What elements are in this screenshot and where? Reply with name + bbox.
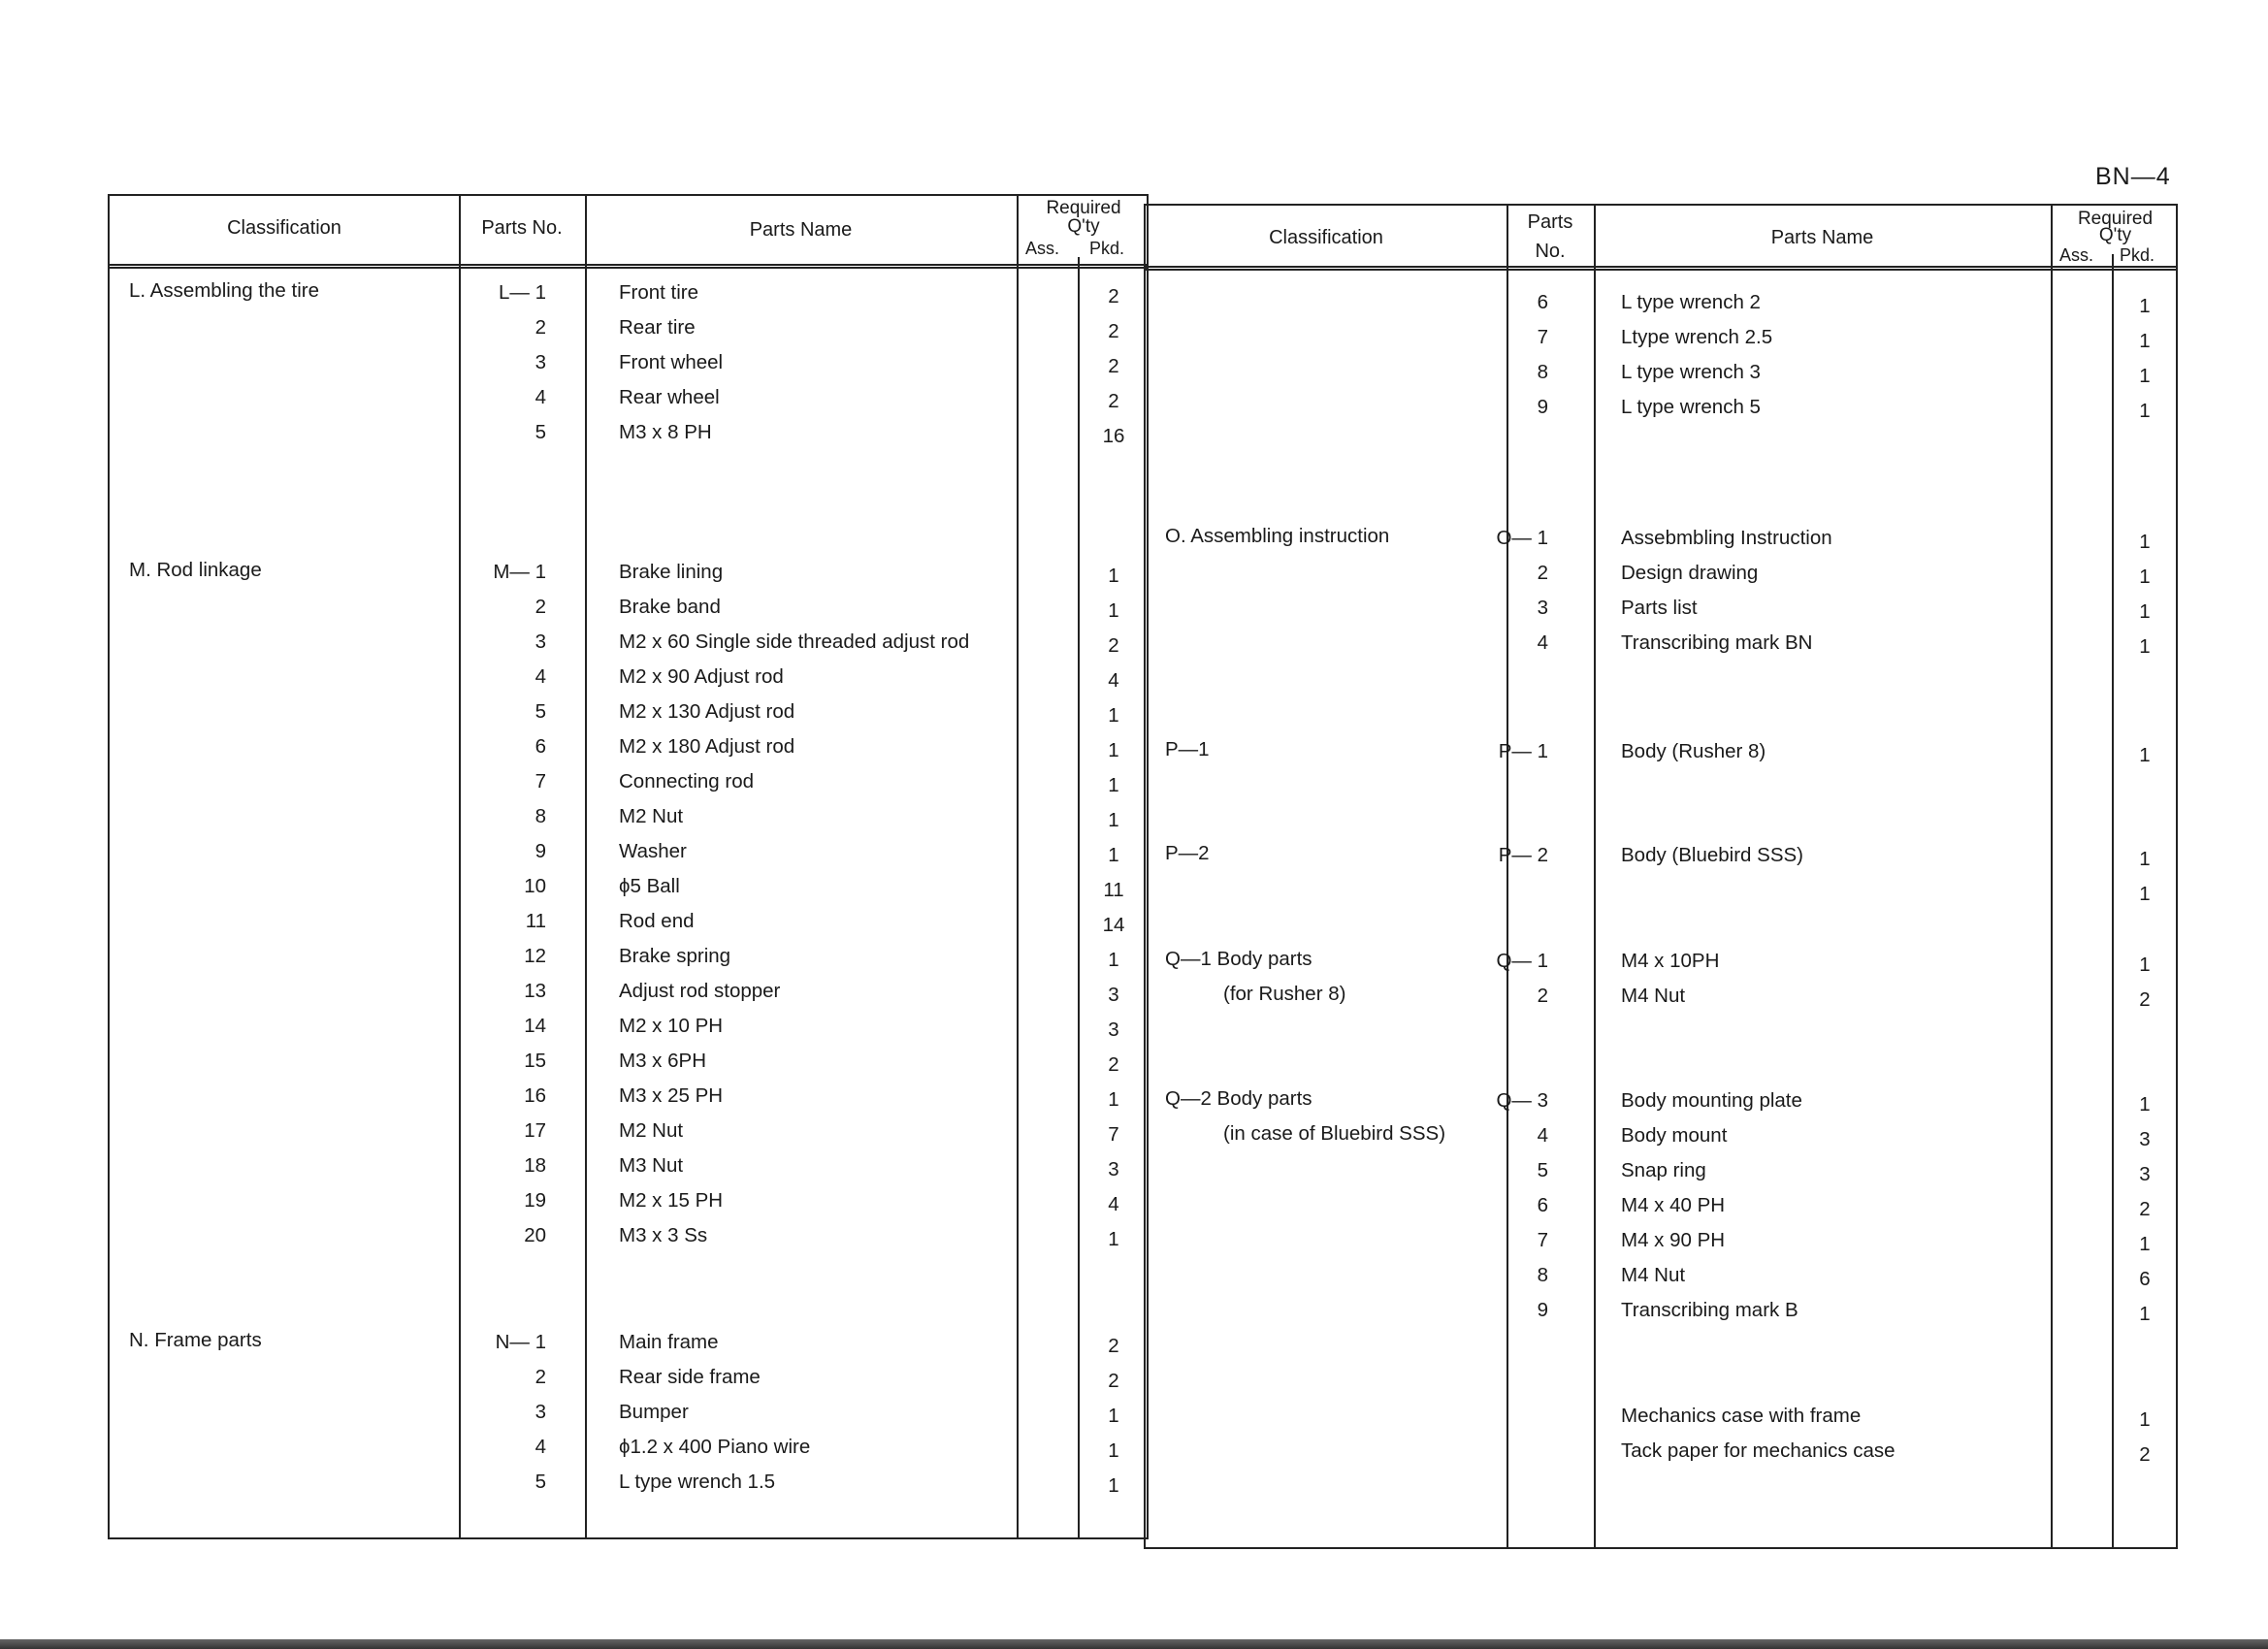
part-number: 3 bbox=[535, 630, 546, 653]
parts-table-right bbox=[1144, 204, 2178, 1549]
qty-packed: 2 bbox=[1108, 1335, 1119, 1357]
column-divider bbox=[585, 196, 587, 1537]
classification: Q—2 Body parts bbox=[1165, 1087, 1312, 1110]
part-number: 6 bbox=[1537, 1194, 1548, 1216]
qty-packed: 16 bbox=[1102, 425, 1125, 447]
part-number: Q— 3 bbox=[1496, 1089, 1548, 1112]
part-number: 10 bbox=[524, 875, 546, 897]
part-number: 8 bbox=[1537, 361, 1548, 383]
part-number: 2 bbox=[1537, 985, 1548, 1007]
part-name: Body mount bbox=[1621, 1124, 1728, 1147]
part-number: 9 bbox=[1537, 1299, 1548, 1321]
qty-packed: 1 bbox=[1108, 565, 1119, 587]
part-number: 2 bbox=[535, 1366, 546, 1388]
part-number: 2 bbox=[535, 316, 546, 339]
classification: O. Assembling instruction bbox=[1165, 525, 1390, 547]
part-number: 7 bbox=[1537, 1229, 1548, 1251]
part-name: Rear tire bbox=[619, 316, 696, 339]
qty-packed: 11 bbox=[1103, 879, 1124, 901]
part-number: 5 bbox=[535, 700, 546, 723]
part-number: 9 bbox=[1537, 396, 1548, 418]
qty-packed: 1 bbox=[2139, 295, 2151, 317]
parts-table-left bbox=[108, 194, 1149, 1539]
part-number: 11 bbox=[525, 910, 546, 932]
qty-packed: 1 bbox=[1108, 809, 1119, 831]
qty-packed: 2 bbox=[2139, 988, 2151, 1011]
header-required: Required bbox=[1046, 198, 1121, 218]
classification: P—2 bbox=[1165, 842, 1210, 864]
part-name: L type wrench 1.5 bbox=[619, 1471, 776, 1493]
part-number: 7 bbox=[535, 770, 546, 792]
part-name: L type wrench 5 bbox=[1621, 396, 1761, 418]
classification: M. Rod linkage bbox=[129, 559, 262, 581]
part-name: Front wheel bbox=[619, 351, 724, 373]
part-name: M4 Nut bbox=[1621, 1264, 1686, 1286]
qty-packed: 4 bbox=[1108, 669, 1119, 692]
part-number: 17 bbox=[524, 1119, 546, 1142]
part-number: O— 1 bbox=[1496, 527, 1548, 549]
qty-packed: 7 bbox=[1108, 1123, 1119, 1146]
part-name: M4 Nut bbox=[1621, 985, 1686, 1007]
qty-packed: 1 bbox=[1108, 1405, 1119, 1427]
part-number: P— 2 bbox=[1498, 844, 1548, 866]
qty-packed: 3 bbox=[1108, 1018, 1119, 1041]
header-parts-name: Parts Name bbox=[749, 219, 853, 241]
part-number: 15 bbox=[524, 1050, 546, 1072]
part-name: M3 x 8 PH bbox=[619, 421, 712, 443]
header-qty: Q'ty bbox=[2098, 225, 2132, 245]
part-name: Main frame bbox=[619, 1331, 719, 1353]
part-number: 9 bbox=[535, 840, 546, 862]
header-ass: Ass. bbox=[2059, 245, 2094, 265]
part-number: 8 bbox=[535, 805, 546, 827]
column-divider bbox=[2051, 206, 2053, 1547]
qty-packed: 1 bbox=[2139, 848, 2151, 870]
part-number: N— 1 bbox=[495, 1331, 546, 1353]
column-divider bbox=[1017, 196, 1019, 1537]
qty-packed: 4 bbox=[1108, 1193, 1119, 1215]
part-name: Front tire bbox=[619, 281, 699, 304]
part-name: L type wrench 2 bbox=[1621, 291, 1761, 313]
qty-packed: 1 bbox=[1108, 704, 1119, 727]
part-name: Transcribing mark BN bbox=[1621, 631, 1813, 654]
part-number: 4 bbox=[1537, 1124, 1548, 1147]
part-number: 2 bbox=[535, 596, 546, 618]
part-name: Bumper bbox=[619, 1401, 689, 1423]
part-name: Body mounting plate bbox=[1621, 1089, 1802, 1112]
part-name: Body (Bluebird SSS) bbox=[1621, 844, 1804, 866]
part-number: 7 bbox=[1537, 326, 1548, 348]
header-parts-no: Parts No. bbox=[481, 217, 563, 239]
qty-packed: 2 bbox=[1108, 355, 1119, 377]
page-code: BN—4 bbox=[2095, 163, 2171, 190]
qty-packed: 3 bbox=[1108, 984, 1119, 1006]
part-name: Ltype wrench 2.5 bbox=[1621, 326, 1773, 348]
part-number: 3 bbox=[1537, 597, 1548, 619]
part-name: M3 x 25 PH bbox=[619, 1084, 724, 1107]
classification-subtitle: (in case of Bluebird SSS) bbox=[1223, 1122, 1446, 1145]
header-classification: Classification bbox=[227, 217, 341, 239]
qty-packed: 1 bbox=[2139, 883, 2151, 905]
header-divider bbox=[1146, 269, 2176, 271]
part-name: Tack paper for mechanics case bbox=[1621, 1439, 1895, 1462]
part-number: 4 bbox=[535, 665, 546, 688]
qty-packed: 1 bbox=[2139, 954, 2151, 976]
part-number: 19 bbox=[524, 1189, 546, 1212]
qty-packed: 2 bbox=[1108, 390, 1119, 412]
column-divider bbox=[1594, 206, 1596, 1547]
qty-packed: 14 bbox=[1102, 914, 1125, 936]
part-name: Rear wheel bbox=[619, 386, 720, 408]
qty-packed: 1 bbox=[2139, 566, 2151, 588]
part-name: M2 x 10 PH bbox=[619, 1015, 724, 1037]
part-name: Design drawing bbox=[1621, 562, 1759, 584]
part-number: 8 bbox=[1537, 1264, 1548, 1286]
header-ass: Ass. bbox=[1025, 239, 1060, 258]
header-pkd: Pkd. bbox=[2120, 245, 2155, 265]
part-number: 5 bbox=[535, 421, 546, 443]
qty-packed: 1 bbox=[2139, 1408, 2151, 1431]
part-name: M4 x 90 PH bbox=[1621, 1229, 1726, 1251]
classification: P—1 bbox=[1165, 738, 1210, 760]
header-divider bbox=[110, 264, 1147, 266]
part-name: Assebmbling Instruction bbox=[1621, 527, 1832, 549]
qty-packed: 1 bbox=[2139, 531, 2151, 553]
qty-packed: 1 bbox=[2139, 600, 2151, 623]
part-name: ϕ1.2 x 400 Piano wire bbox=[619, 1436, 811, 1458]
part-name: Snap ring bbox=[1621, 1159, 1706, 1181]
part-name: ϕ5 Ball bbox=[619, 875, 680, 897]
header-divider bbox=[1146, 266, 2176, 268]
header-classification: Classification bbox=[1269, 227, 1383, 248]
header-parts-no-l2: No. bbox=[1535, 241, 1566, 262]
qty-packed: 1 bbox=[1108, 1474, 1119, 1497]
classification: Q—1 Body parts bbox=[1165, 948, 1312, 970]
qty-packed: 1 bbox=[2139, 1303, 2151, 1325]
part-name: M2 x 180 Adjust rod bbox=[619, 735, 795, 758]
part-name: M2 Nut bbox=[619, 1119, 684, 1142]
qty-packed: 1 bbox=[1108, 774, 1119, 796]
part-name: Transcribing mark B bbox=[1621, 1299, 1798, 1321]
part-name: M3 x 3 Ss bbox=[619, 1224, 708, 1246]
part-number: 5 bbox=[1537, 1159, 1548, 1181]
part-name: M2 Nut bbox=[619, 805, 684, 827]
classification: L. Assembling the tire bbox=[129, 279, 319, 302]
qty-packed: 1 bbox=[1108, 844, 1119, 866]
part-number: 4 bbox=[1537, 631, 1548, 654]
part-name: M2 x 90 Adjust rod bbox=[619, 665, 784, 688]
part-number: 16 bbox=[524, 1084, 546, 1107]
part-number: 13 bbox=[524, 980, 546, 1002]
header-qty: Q'ty bbox=[1067, 216, 1100, 237]
qty-packed: 3 bbox=[2139, 1128, 2151, 1150]
qty-packed: 1 bbox=[1108, 739, 1119, 761]
column-divider bbox=[2112, 254, 2114, 1547]
qty-packed: 2 bbox=[2139, 1443, 2151, 1466]
qty-packed: 3 bbox=[1108, 1158, 1119, 1180]
part-name: Rod end bbox=[619, 910, 695, 932]
part-number: M— 1 bbox=[493, 561, 546, 583]
part-number: 3 bbox=[535, 1401, 546, 1423]
qty-packed: 2 bbox=[2139, 1198, 2151, 1220]
qty-packed: 1 bbox=[1108, 1088, 1119, 1111]
qty-packed: 1 bbox=[2139, 365, 2151, 387]
part-number: 18 bbox=[524, 1154, 546, 1177]
part-name: Brake spring bbox=[619, 945, 731, 967]
qty-packed: 1 bbox=[2139, 400, 2151, 422]
qty-packed: 1 bbox=[2139, 1093, 2151, 1116]
qty-packed: 2 bbox=[1108, 634, 1119, 657]
part-number: 20 bbox=[524, 1224, 546, 1246]
header-required: Required bbox=[2077, 209, 2154, 229]
part-number: 5 bbox=[535, 1471, 546, 1493]
qty-packed: 1 bbox=[2139, 330, 2151, 352]
part-name: M3 Nut bbox=[619, 1154, 684, 1177]
part-name: Mechanics case with frame bbox=[1621, 1405, 1862, 1427]
part-name: Brake lining bbox=[619, 561, 724, 583]
part-name: M2 x 130 Adjust rod bbox=[619, 700, 795, 723]
qty-packed: 1 bbox=[2139, 744, 2151, 766]
qty-packed: 1 bbox=[1108, 599, 1119, 622]
part-name: Connecting rod bbox=[619, 770, 755, 792]
header-parts-no-l1: Parts bbox=[1527, 211, 1573, 233]
part-name: Adjust rod stopper bbox=[619, 980, 781, 1002]
part-name: M4 x 10PH bbox=[1621, 950, 1720, 972]
header-parts-name: Parts Name bbox=[1770, 227, 1874, 248]
part-number: 4 bbox=[535, 1436, 546, 1458]
part-number: 4 bbox=[535, 386, 546, 408]
part-name: Rear side frame bbox=[619, 1366, 761, 1388]
part-number: L— 1 bbox=[499, 281, 546, 304]
qty-packed: 6 bbox=[2139, 1268, 2151, 1290]
qty-packed: 2 bbox=[1108, 285, 1119, 307]
part-number: 6 bbox=[535, 735, 546, 758]
part-number: 3 bbox=[535, 351, 546, 373]
qty-packed: 2 bbox=[1108, 1053, 1119, 1076]
part-name: Brake band bbox=[619, 596, 721, 618]
classification: N. Frame parts bbox=[129, 1329, 262, 1351]
part-name: Body (Rusher 8) bbox=[1621, 740, 1766, 762]
header-divider bbox=[110, 267, 1147, 269]
part-number: Q— 1 bbox=[1496, 950, 1548, 972]
part-name: M4 x 40 PH bbox=[1621, 1194, 1726, 1216]
part-name: M3 x 6PH bbox=[619, 1050, 706, 1072]
part-name: Parts list bbox=[1621, 597, 1698, 619]
part-name: M2 x 15 PH bbox=[619, 1189, 724, 1212]
column-divider bbox=[1078, 257, 1080, 1537]
qty-packed: 1 bbox=[1108, 1228, 1119, 1250]
qty-packed: 1 bbox=[1108, 1439, 1119, 1462]
qty-packed: 1 bbox=[2139, 635, 2151, 658]
qty-packed: 2 bbox=[1108, 320, 1119, 342]
part-number: 6 bbox=[1537, 291, 1548, 313]
part-number: 2 bbox=[1537, 562, 1548, 584]
part-number: P— 1 bbox=[1498, 740, 1548, 762]
qty-packed: 1 bbox=[1108, 949, 1119, 971]
qty-packed: 2 bbox=[1108, 1370, 1119, 1392]
scan-edge bbox=[0, 1639, 2268, 1649]
part-name: M2 x 60 Single side threaded adjust rod bbox=[619, 630, 970, 653]
qty-packed: 3 bbox=[2139, 1163, 2151, 1185]
header-pkd: Pkd. bbox=[1089, 239, 1125, 258]
part-name: Washer bbox=[619, 840, 687, 862]
classification-subtitle: (for Rusher 8) bbox=[1223, 983, 1346, 1005]
part-name: L type wrench 3 bbox=[1621, 361, 1761, 383]
part-number: 12 bbox=[524, 945, 546, 967]
part-number: 14 bbox=[524, 1015, 546, 1037]
qty-packed: 1 bbox=[2139, 1233, 2151, 1255]
